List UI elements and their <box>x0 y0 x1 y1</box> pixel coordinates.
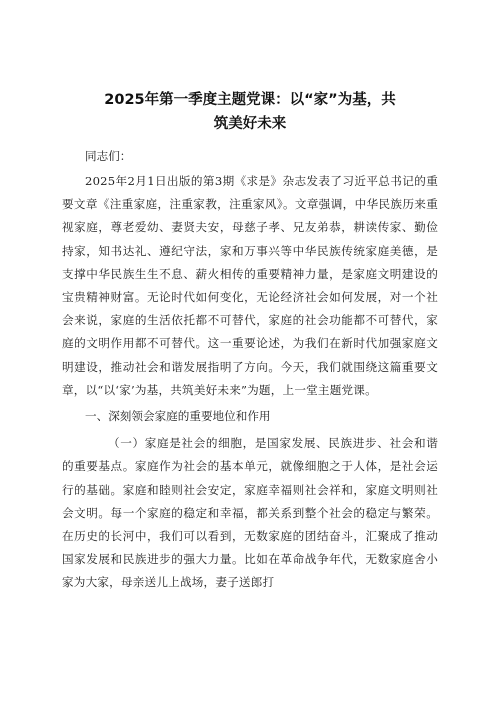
title-line-1: 2025年第一季度主题党课：以“家”为基，共 <box>104 92 396 108</box>
title-line-2: 筑美好未来 <box>213 116 287 132</box>
intro-paragraph: 2025年2月1日出版的第3期《求是》杂志发表了习近平总书记的重要文章《注重家庭，注重家教，注重家风》。文章强调，中华民族历来重视家庭，尊老爱幼、妻贤夫安，母慈子孝、兄友弟恭，耕读传家、勤俭持家，知书达礼、遵纪守法，家和万事兴等中华民族传统家庭美德，是支撑中华民族生生不息、薪火相传的重要精神力量，是家庭文明建设的宝贵精神财富。无论时代如何变化，无论经济社会如何发展，对一个社会来说，家庭的生活依托都不可替代，家庭的社会功能都不可替代，家庭的文明作用都不可替代。这一重要论述，为我们在新时代加强家庭文明建设，推动社会和谐发展指明了方向。今天，我们就围绕这篇重要文章，以“以‘家’为基，共筑美好未来”为题，上一堂主题党课。 <box>62 174 438 397</box>
document-title <box>62 88 438 136</box>
subsection-paragraph: （一）家庭是社会的细胞，是国家发展、民族进步、社会和谐的重要基点。家庭作为社会的基本单元，就像细胞之于人体，是社会运行的基础。家庭和睦则社会安定，家庭幸福则社会祥和，家庭文明则社会文明。每一个家庭的稳定和幸福，都关系到整个社会的稳定与繁荣。在历史的长河中，我们可以看到，无数家庭的团结奋斗，汇聚成了推动国家发展和民族进步的强大力量。比如在革命战争年代，无数家庭舍小家为大家，母亲送儿上战场，妻子送郎打 <box>62 436 438 590</box>
section-heading: 一、深刻领会家庭的重要地位和作用 <box>85 409 271 424</box>
salutation: 同志们： <box>85 149 132 163</box>
